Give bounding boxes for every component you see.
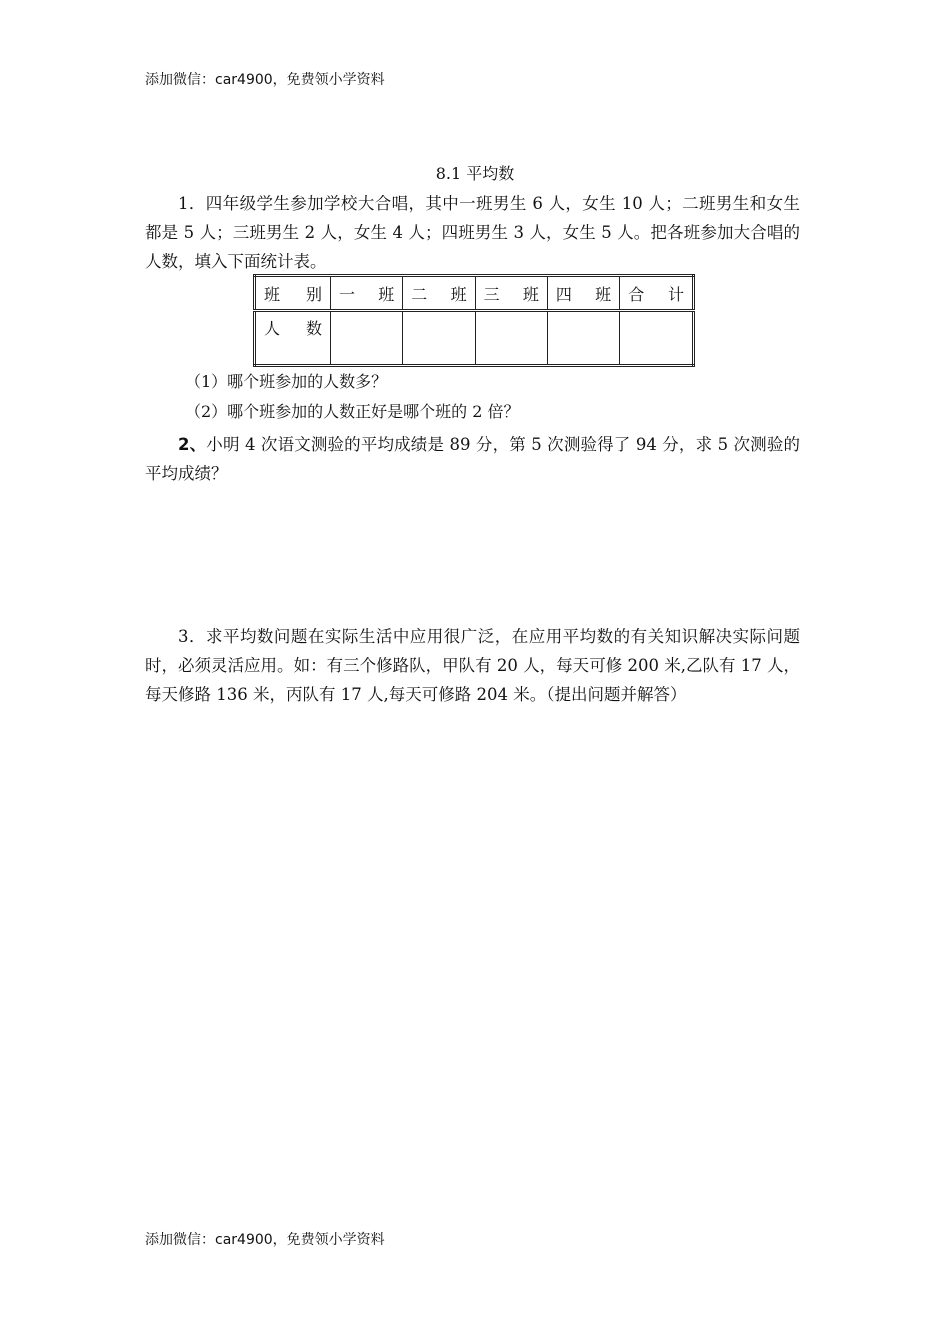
question-2	[145, 430, 800, 488]
table-header-row	[255, 276, 694, 311]
page-title: 8.1 平均数	[435, 164, 515, 183]
question-2-text: 小明 4 次语文测验的平均成绩是 89 分，第 5 次测验得了 94 分，求 5 次测验的平均成绩？	[145, 435, 800, 483]
header-watermark: 添加微信：car4900，免费领小学资料	[145, 72, 385, 88]
question-3-text: 3．求平均数问题在实际生活中应用很广泛，在应用平均数的有关知识解决实际问题时，必须灵活应用。如：有三个修路队，甲队有 20 人，每天可修 200 米,乙队有 17 人，每天修路 136 米，丙队有 17 人,每天可修路 204 米。（提出问题并解答）	[145, 627, 800, 704]
header-cell-class-3: 三 班	[475, 276, 547, 311]
question-1-text: 1．四年级学生参加学校大合唱，其中一班男生 6 人，女生 10 人；二班男生和女生都是 5 人；三班男生 2 人，女生 4 人；四班男生 3 人，女生 5 人。把各班参加大合唱的人数，填入下面统计表。	[145, 194, 800, 271]
footer-watermark: 添加微信：car4900，免费领小学资料	[145, 1232, 385, 1248]
header-cell-class: 班 别	[255, 276, 331, 311]
question-1-sub-1: （1）哪个班参加的人数多？	[185, 372, 388, 391]
table-data-row	[255, 311, 694, 366]
statistics-table	[253, 274, 695, 367]
table-cell-class-4	[547, 311, 619, 366]
table-cell-class-3	[475, 311, 547, 366]
table-cell-class-2	[403, 311, 475, 366]
row-label-count: 人 数	[255, 311, 331, 366]
header-cell-class-4: 四 班	[547, 276, 619, 311]
table-cell-total	[620, 311, 694, 366]
header-cell-class-2: 二 班	[403, 276, 475, 311]
table-cell-class-1	[331, 311, 403, 366]
question-1-sub-2: （2）哪个班参加的人数正好是哪个班的 2 倍？	[185, 402, 520, 421]
question-2-number: 2、	[178, 435, 207, 454]
header-cell-class-1: 一 班	[331, 276, 403, 311]
header-cell-total: 合 计	[620, 276, 694, 311]
